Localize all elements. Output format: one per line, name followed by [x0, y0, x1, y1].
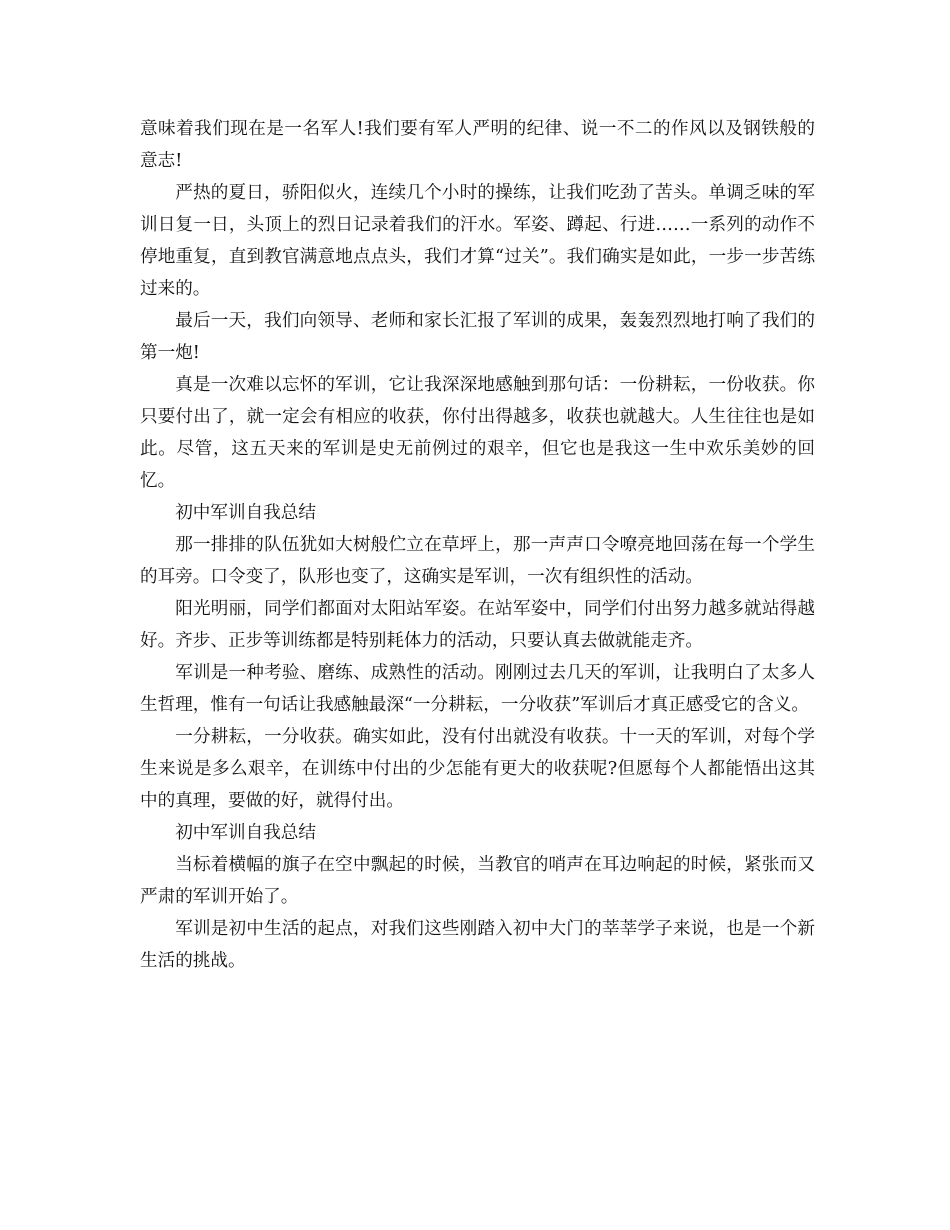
section-heading: 初中军训自我总结	[175, 823, 316, 843]
paragraph: 当标着横幅的旗子在空中飘起的时候，当教官的哨声在耳边响起的时候，紧张而又严肃的军训开始了。	[140, 855, 815, 907]
document-body	[140, 113, 815, 977]
paragraph: 一分耕耘，一分收获。确实如此，没有付出就没有收获。十一天的军训，对每个学生来说是多么艰辛，在训练中付出的少怎能有更大的收获呢?但愿每个人都能悟出这其中的真理，要做的好，就得付出。	[140, 727, 815, 811]
paragraph: 阳光明丽，同学们都面对太阳站军姿。在站军姿中，同学们付出努力越多就站得越好。齐步、正步等训练都是特别耗体力的活动，只要认真去做就能走齐。	[140, 599, 815, 651]
paragraph: 军训是一种考验、磨练、成熟性的活动。刚刚过去几天的军训，让我明白了太多人生哲理，惟有一句话让我感触最深“一分耕耘，一分收获”军训后才真正感受它的含义。	[140, 663, 815, 715]
paragraph-continuation: 意味着我们现在是一名军人!我们要有军人严明的纪律、说一不二的作风以及钢铁般的意志!	[140, 119, 815, 171]
paragraph: 最后一天，我们向领导、老师和家长汇报了军训的成果，轰轰烈烈地打响了我们的第一炮!	[140, 311, 815, 363]
paragraph: 军训是初中生活的起点，对我们这些刚踏入初中大门的莘莘学子来说，也是一个新生活的挑战。	[140, 919, 815, 971]
paragraph: 那一排排的队伍犹如大树般伫立在草坪上，那一声声口令嘹亮地回荡在每一个学生的耳旁。口令变了，队形也变了，这确实是军训，一次有组织性的活动。	[140, 535, 815, 587]
paragraph: 真是一次难以忘怀的军训，它让我深深地感触到那句话：一份耕耘，一份收获。你只要付出了，就一定会有相应的收获，你付出得越多，收获也就越大。人生往往也是如此。尽管，这五天来的军训是史无前例过的艰辛，但它也是我这一生中欢乐美妙的回忆。	[140, 375, 815, 491]
paragraph: 严热的夏日，骄阳似火，连续几个小时的操练，让我们吃劲了苦头。单调乏味的军训日复一日，头顶上的烈日记录着我们的汗水。军姿、蹲起、行进……一系列的动作不停地重复，直到教官满意地点点头，我们才算“过关”。我们确实是如此，一步一步苦练过来的。	[140, 183, 815, 299]
section-heading: 初中军训自我总结	[175, 503, 316, 523]
